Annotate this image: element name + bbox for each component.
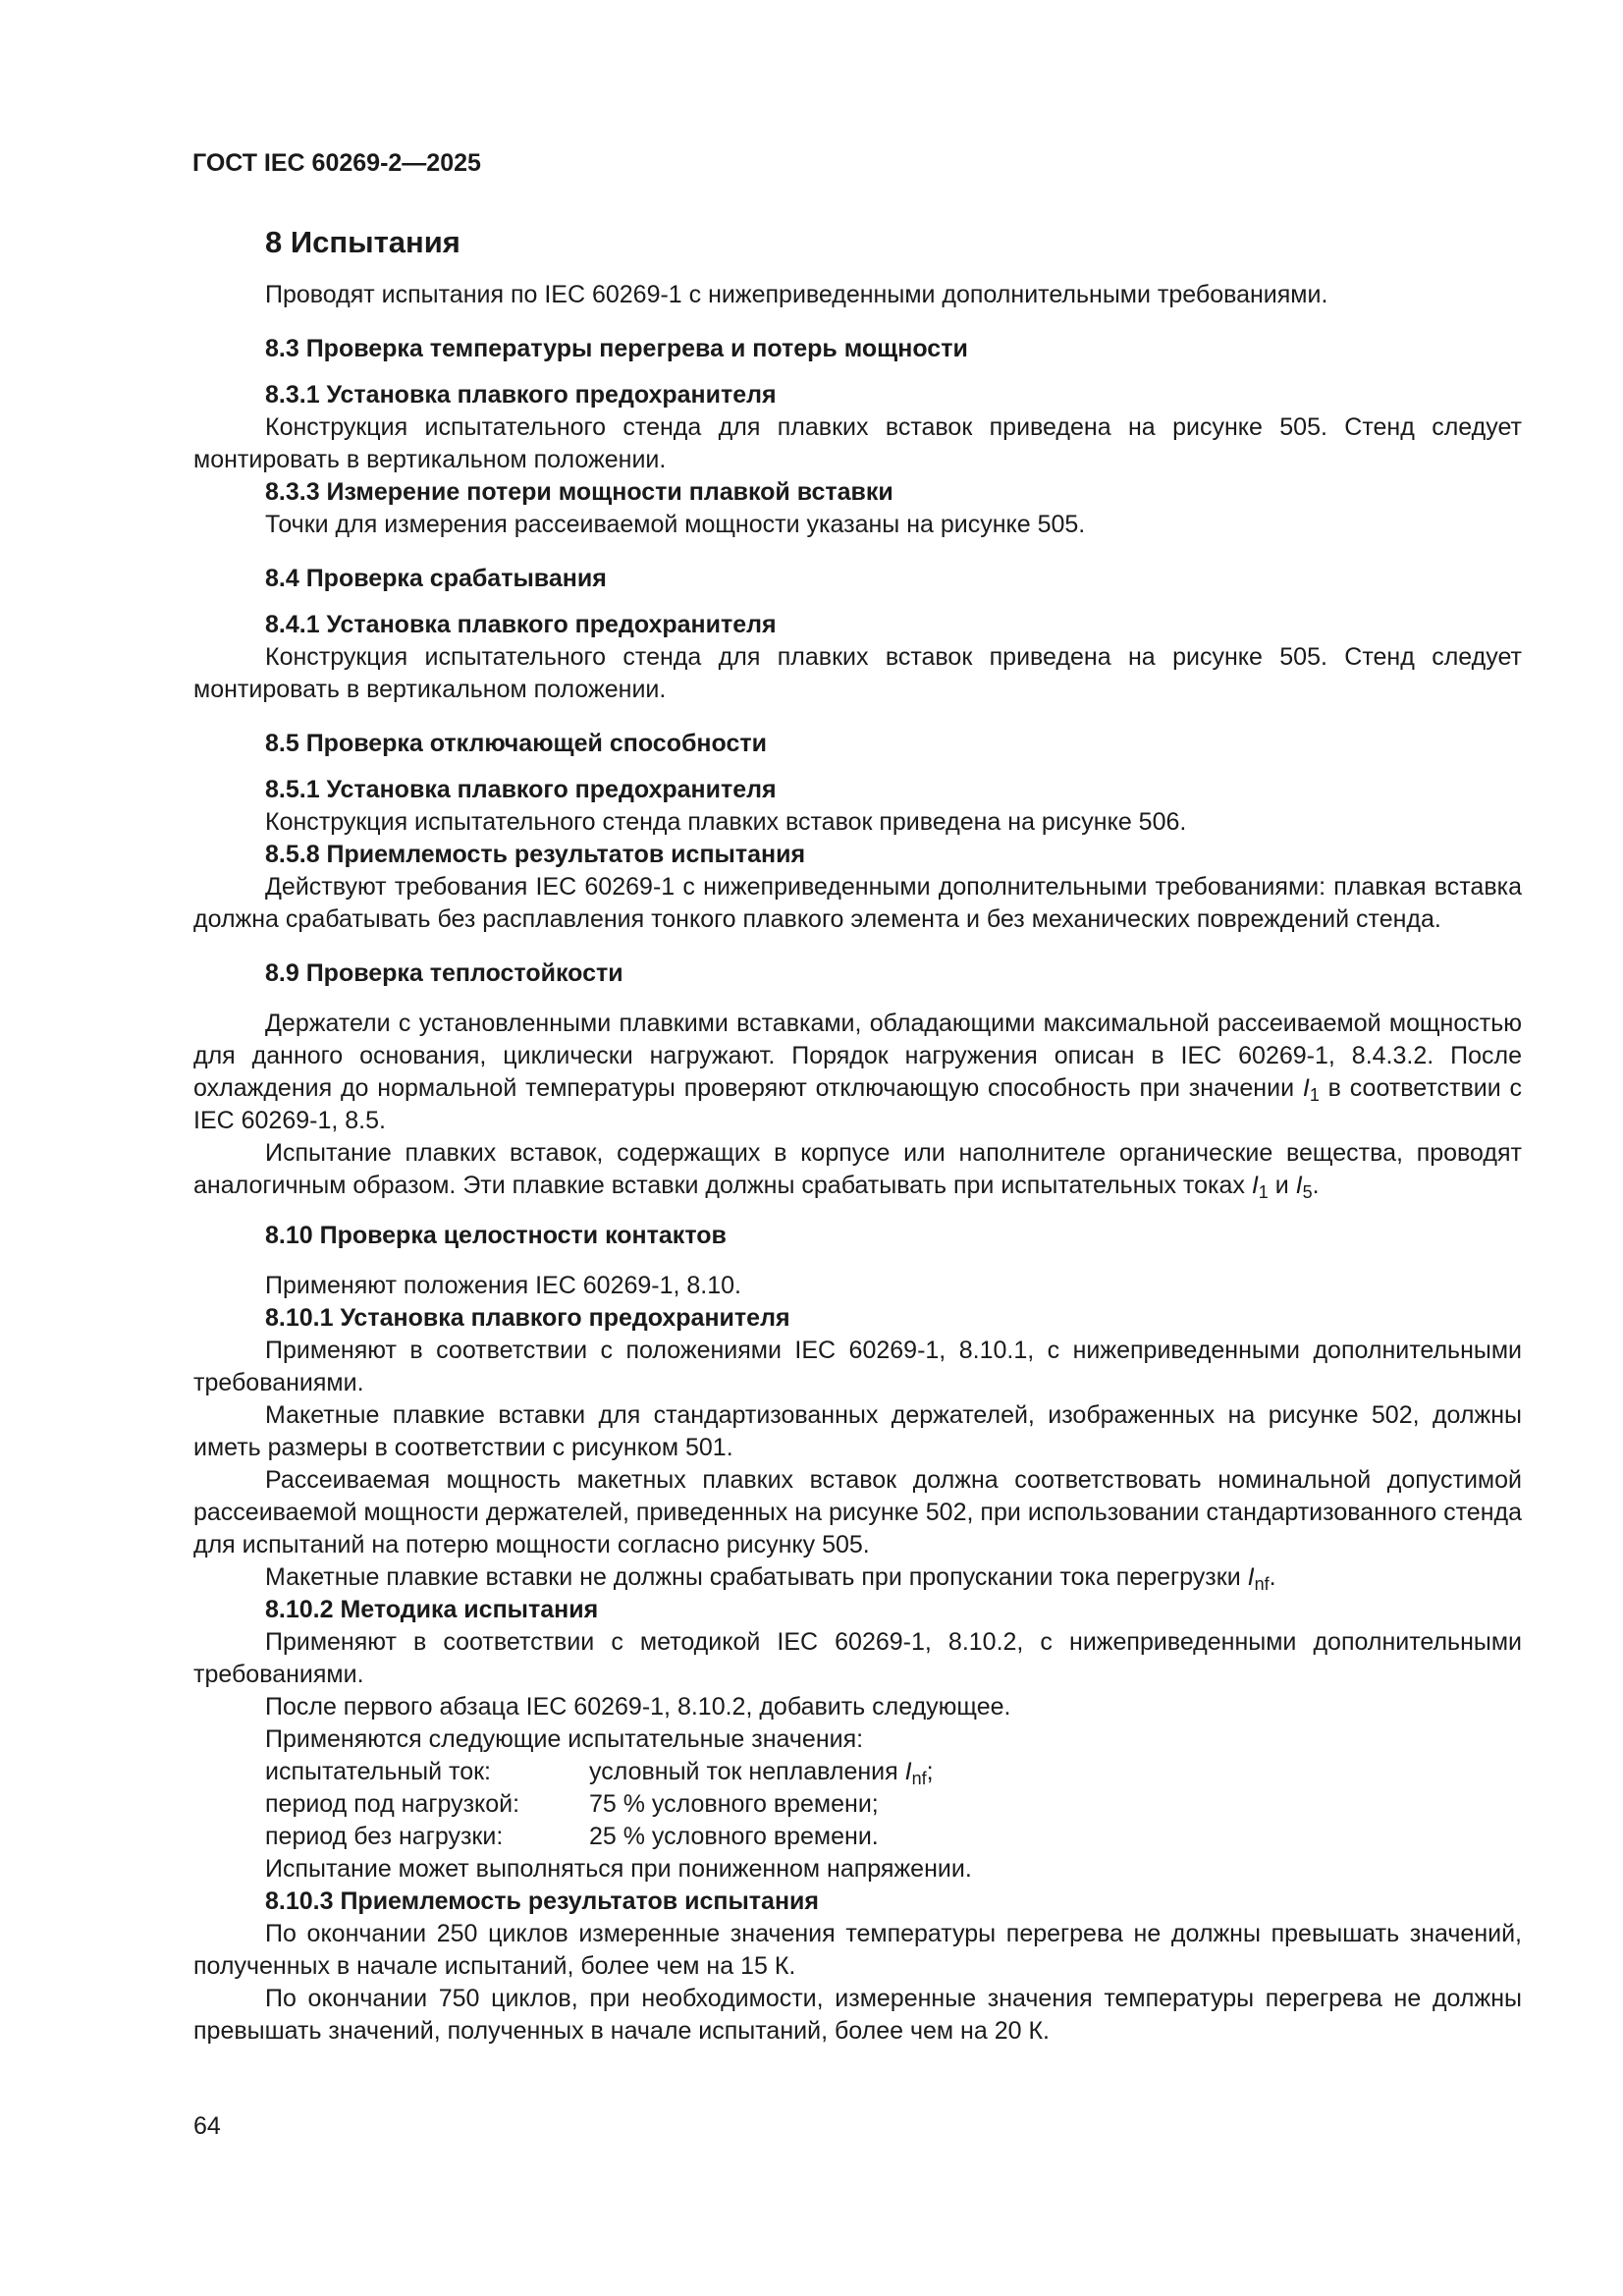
text-run: Испытание плавких вставок, содержащих в корпусе или наполнителе органические вещества, проводят аналогичным образом. Эти плавкие вставки должны срабатывать при испытательных токах: [193, 1139, 1522, 1199]
subscript: nf: [911, 1769, 927, 1788]
paragraph: Испытание может выполняться при пониженном напряжении.: [265, 1855, 972, 1883]
row-label: период под нагрузкой:: [265, 1790, 520, 1818]
section-title-8-3-1: 8.3.1 Установка плавкого предохранителя: [265, 381, 777, 409]
subscript: 5: [1302, 1182, 1313, 1202]
symbol: I: [904, 1758, 912, 1785]
subscript: nf: [1254, 1574, 1270, 1594]
section-title-8-4: 8.4 Проверка срабатывания: [265, 565, 607, 592]
row-label: период без нагрузки:: [265, 1823, 504, 1850]
paragraph: Применяют в соответствии с методикой IEC 60269-1, 8.10.2, с нижеприведенными дополнительными требованиями.: [193, 1628, 1522, 1688]
row-value: 25 % условного времени.: [589, 1823, 879, 1850]
page-number: 64: [193, 2112, 221, 2140]
paragraph: Действуют требования IEC 60269-1 с нижеприведенными дополнительными требованиями: плавкая вставка должна срабатывать без расплавления тонкого плавкого элемента и без механических повреждений стенда.: [193, 873, 1522, 933]
text-run: .: [1312, 1172, 1320, 1199]
row-value: 75 % условного времени;: [589, 1790, 879, 1818]
section-title-8-10-1: 8.10.1 Установка плавкого предохранителя: [265, 1304, 790, 1332]
section-title-8-9: 8.9 Проверка теплостойкости: [265, 959, 623, 987]
paragraph: После первого абзаца IEC 60269-1, 8.10.2, добавить следующее.: [265, 1693, 1011, 1721]
row-label: испытательный ток:: [265, 1758, 491, 1785]
text-run: ;: [926, 1758, 934, 1785]
section-title-8-5-1: 8.5.1 Установка плавкого предохранителя: [265, 776, 777, 803]
paragraph: По окончании 750 циклов, при необходимости, измеренные значения температуры перегрева не должны превышать значений, полученных в начале испытаний, более чем на 20 К.: [193, 1985, 1522, 2045]
section-title-8-5: 8.5 Проверка отключающей способности: [265, 730, 767, 757]
paragraph: Конструкция испытательного стенда для плавких вставок приведена на рисунке 505. Стенд следует монтировать в вертикальном положении.: [193, 643, 1522, 703]
paragraph: Применяются следующие испытательные значения:: [265, 1725, 864, 1753]
section-title-8-10-2: 8.10.2 Методика испытания: [265, 1596, 599, 1623]
section-title-8-5-8: 8.5.8 Приемлемость результатов испытания: [265, 841, 806, 868]
paragraph: Применяют в соответствии с положениями IEC 60269-1, 8.10.1, с нижеприведенными дополнительными требованиями.: [193, 1337, 1522, 1396]
section-title-8-3: 8.3 Проверка температуры перегрева и потерь мощности: [265, 335, 968, 362]
test-value-row: [193, 1821, 1522, 1853]
text-run: .: [1269, 1563, 1276, 1591]
subscript: 1: [1309, 1085, 1320, 1105]
text-run: Держатели с установленными плавкими вставками, обладающими максимальной рассеиваемой мощностью для данного основания, циклически нагружают. Порядок нагружения описан в IEC 60269-1, 8.4.3.2. После охлаждения до нормальной температуры проверяют отключающую способность при значении: [193, 1010, 1522, 1102]
symbol: I: [1295, 1172, 1303, 1199]
document-header: ГОСТ IEC 60269-2—2025: [192, 149, 481, 177]
paragraph: Точки для измерения рассеиваемой мощности указаны на рисунке 505.: [265, 511, 1086, 538]
paragraph: [193, 1008, 1522, 1137]
paragraph: [193, 1137, 1522, 1202]
text-run: условный ток неплавления: [589, 1758, 905, 1785]
section-title-8: 8 Испытания: [265, 225, 460, 259]
paragraph: Применяют положения IEC 60269-1, 8.10.: [265, 1272, 741, 1299]
section-title-8-3-3: 8.3.3 Измерение потери мощности плавкой вставки: [265, 478, 893, 506]
text-run: Макетные плавкие вставки не должны срабатывать при пропускании тока перегрузки: [265, 1563, 1248, 1591]
section-title-8-10-3: 8.10.3 Приемлемость результатов испытания: [265, 1887, 820, 1915]
text-run: в соответствии с IEC 60269-1, 8.5.: [193, 1074, 1522, 1134]
symbol: I: [1251, 1172, 1259, 1199]
test-value-row: [193, 1756, 1522, 1788]
paragraph: Конструкция испытательного стенда плавких вставок приведена на рисунке 506.: [265, 808, 1187, 836]
row-value: [589, 1756, 934, 1788]
paragraph: [193, 1561, 1522, 1594]
section-title-8-4-1: 8.4.1 Установка плавкого предохранителя: [265, 611, 777, 638]
paragraph: Макетные плавкие вставки для стандартизованных держателей, изображенных на рисунке 502, должны иметь размеры в соответствии с рисунком 501.: [193, 1401, 1522, 1461]
text-run: и: [1268, 1172, 1296, 1199]
symbol: I: [1247, 1563, 1255, 1591]
paragraph: Проводят испытания по IEC 60269-1 с нижеприведенными дополнительными требованиями.: [265, 281, 1328, 308]
paragraph: Рассеиваемая мощность макетных плавких вставок должна соответствовать номинальной допустимой рассеиваемой мощности держателей, приведенных на рисунке 502, при использовании стандартизованного стенда для испытаний на потерю мощности согласно рисунку 505.: [193, 1466, 1522, 1558]
document-body: [193, 222, 1522, 2048]
test-value-row: [193, 1788, 1522, 1821]
paragraph: По окончании 250 циклов измеренные значения температуры перегрева не должны превышать значений, полученных в начале испытаний, более чем на 15 К.: [193, 1920, 1522, 1980]
subscript: 1: [1258, 1182, 1269, 1202]
section-title-8-10: 8.10 Проверка целостности контактов: [265, 1222, 727, 1249]
paragraph: Конструкция испытательного стенда для плавких вставок приведена на рисунке 505. Стенд следует монтировать в вертикальном положении.: [193, 413, 1522, 473]
symbol: I: [1302, 1074, 1310, 1102]
